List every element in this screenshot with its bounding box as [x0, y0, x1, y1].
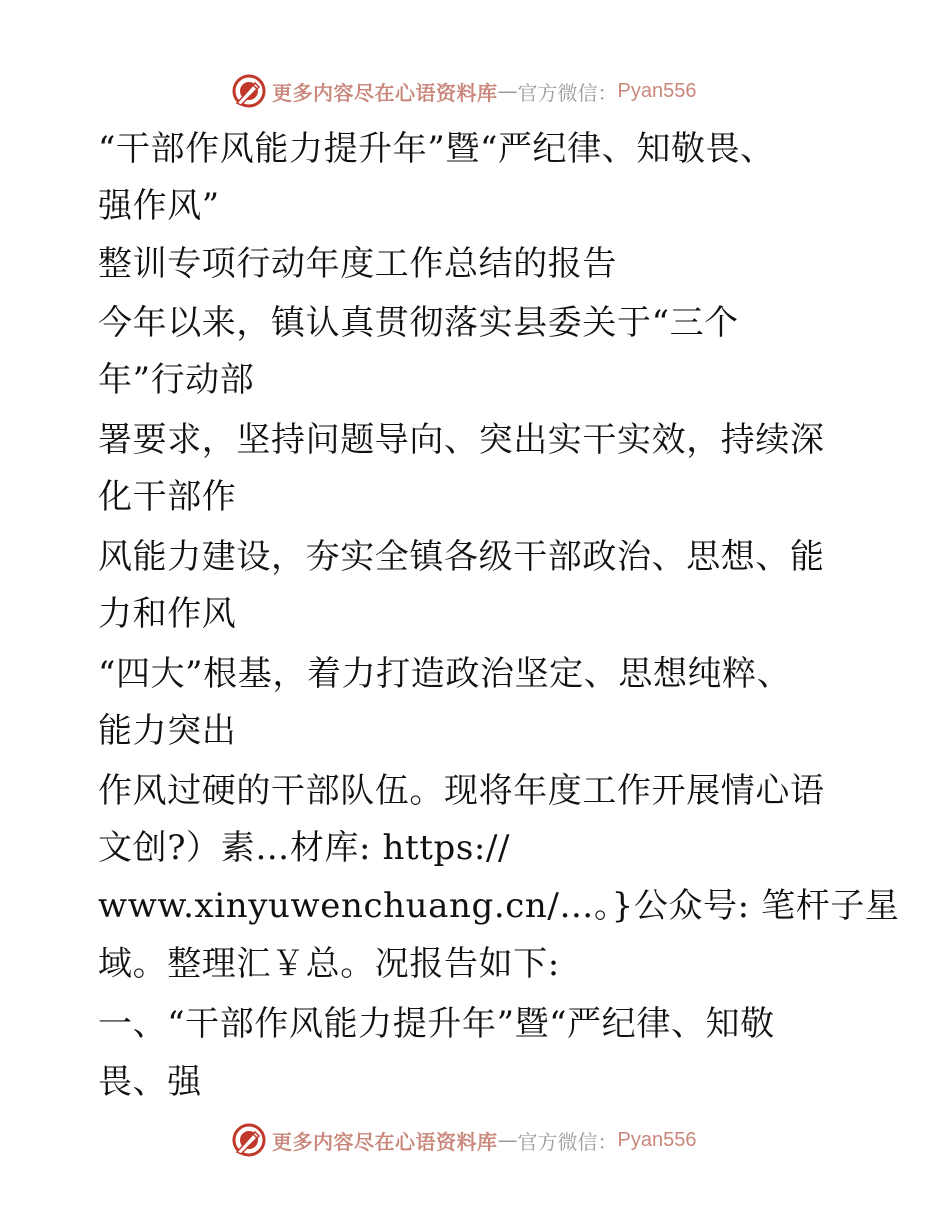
doc-line: 文创?）素…材库: https:// [98, 828, 511, 868]
banner-main-text: 更多内容尽在心语资料库 [272, 1129, 498, 1154]
doc-line: 域。整理汇￥总。况报告如下: [98, 944, 560, 984]
doc-line: 作风过硬的干部队伍。现将年度工作开展情心语 [98, 771, 825, 811]
doc-line: 一、“干部作风能力提升年”暨“严纪律、知敬 [98, 1004, 775, 1044]
pen-logo-icon [232, 1123, 266, 1157]
doc-line: 能力突出 [98, 711, 237, 751]
banner-wechat-label: 官方微信： [517, 80, 618, 105]
banner-wechat-id: Pyan556 [617, 1128, 697, 1151]
doc-line: 风能力建设，夯实全镇各级干部政治、思想、能 [98, 537, 825, 577]
doc-line: www.xinyuwenchuang.cn/…。}公众号: 笔杆子星 [98, 886, 900, 926]
footer-banner [232, 1120, 696, 1160]
doc-line: 畏、强 [98, 1062, 202, 1102]
doc-line: 年”行动部 [98, 360, 255, 400]
doc-line: 今年以来，镇认真贯彻落实县委关于“三个 [98, 303, 739, 343]
doc-line: “干部作风能力提升年”暨“严纪律、知敬畏、 [98, 129, 775, 169]
doc-line: 强作风” [98, 186, 220, 226]
banner-wechat-label: 官方微信： [517, 1129, 618, 1154]
doc-line: “四大”根基，着力打造政治坚定、思想纯粹、 [98, 654, 792, 694]
doc-line: 力和作风 [98, 594, 237, 634]
banner-wechat-id: Pyan556 [617, 79, 697, 102]
banner-separator: — [497, 79, 518, 103]
doc-line: 署要求，坚持问题导向、突出实干实效，持续深 [98, 420, 825, 460]
doc-line: 化干部作 [98, 477, 237, 517]
banner-separator: — [497, 1128, 518, 1152]
header-banner [232, 71, 696, 111]
doc-line: 整训专项行动年度工作总结的报告 [98, 244, 617, 284]
pen-logo-icon [232, 74, 266, 108]
banner-main-text: 更多内容尽在心语资料库 [272, 80, 498, 105]
